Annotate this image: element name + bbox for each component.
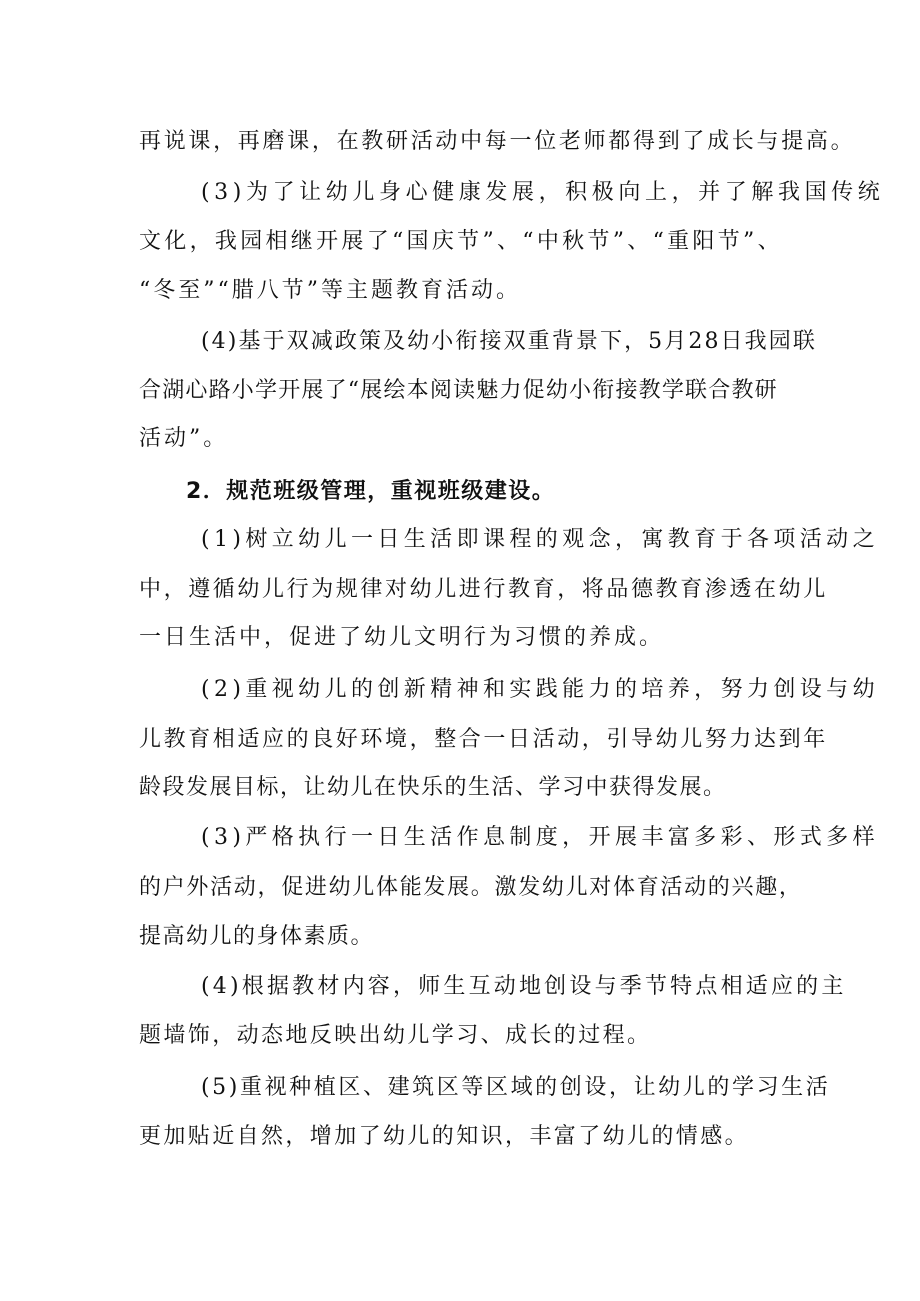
paragraph-line [0,173,920,213]
paragraph-line [0,570,920,610]
paragraph-line [0,271,920,311]
line-text: 提高幼儿的身体素质。 [139,924,375,949]
line-text: 合湖心路小学开展了“展绘本阅读魅力促幼小衔接教学联合教研 [139,378,778,403]
paragraph-line [0,1117,920,1157]
line-text: 文化，我园相继开展了“国庆节”、“中秋节”、“重阳节”、 [139,229,783,254]
paragraph-line [0,1068,920,1108]
line-text: (3)严格执行一日生活作息制度，开展丰富多彩、形式多样 [201,825,879,850]
paragraph-line [0,818,920,858]
line-text: (4)根据教材内容，师生互动地创设与季节特点相适应的主 [201,974,847,999]
line-text: (4)基于双减政策及幼小衔接双重背景下，5月28日我园联 [201,329,817,354]
paragraph-line [0,1016,920,1056]
line-text: 更加贴近自然，增加了幼儿的知识，丰富了幼儿的情感。 [139,1124,750,1149]
paragraph-line [0,768,920,808]
paragraph-line [0,967,920,1007]
line-text: 再说课，再磨课，在教研活动中每一位老师都得到了成长与提高。 [139,129,856,154]
paragraph-line [0,371,920,411]
paragraph-line [0,122,920,162]
paragraph-line [0,322,920,362]
line-text: 龄段发展目标，让幼儿在快乐的生活、学习中获得发展。 [139,775,727,800]
heading-text: 2．规范班级管理，重视班级建设。 [186,479,556,504]
line-text: (3)为了让幼儿身心健康发展，积极向上，并了解我国传统 [201,180,885,205]
line-text: 题墙饰，动态地反映出幼儿学习、成长的过程。 [139,1023,652,1048]
line-text: (2)重视幼儿的创新精神和实践能力的培养，努力创设与幼 [201,677,879,702]
paragraph-line [0,419,920,459]
line-text: 活动”。 [139,426,229,451]
line-text: 儿教育相适应的良好环境，整合一日活动，引导幼儿努力达到年 [139,727,828,752]
paragraph-line [0,720,920,760]
paragraph-line [0,222,920,262]
paragraph-line [0,520,920,560]
paragraph-line [0,868,920,908]
line-text: (5)重视种植区、建筑区等区域的创设，让幼儿的学习生活 [201,1075,831,1100]
line-text: (1)树立幼儿一日生活即课程的观念，寓教育于各项活动之 [201,527,879,552]
paragraph-line [0,670,920,710]
line-text: 的户外活动，促进幼儿体能发展。激发幼儿对体育活动的兴趣， [139,875,803,900]
section-heading [0,472,920,512]
line-text: 中，遵循幼儿行为规律对幼儿进行教育，将品德教育渗透在幼儿 [139,577,828,602]
paragraph-line [0,618,920,658]
paragraph-line [0,917,920,957]
line-text: 一日生活中，促进了幼儿文明行为习惯的养成。 [139,625,665,650]
line-text: “冬至”“腊八节”等主题教育活动。 [139,278,521,303]
